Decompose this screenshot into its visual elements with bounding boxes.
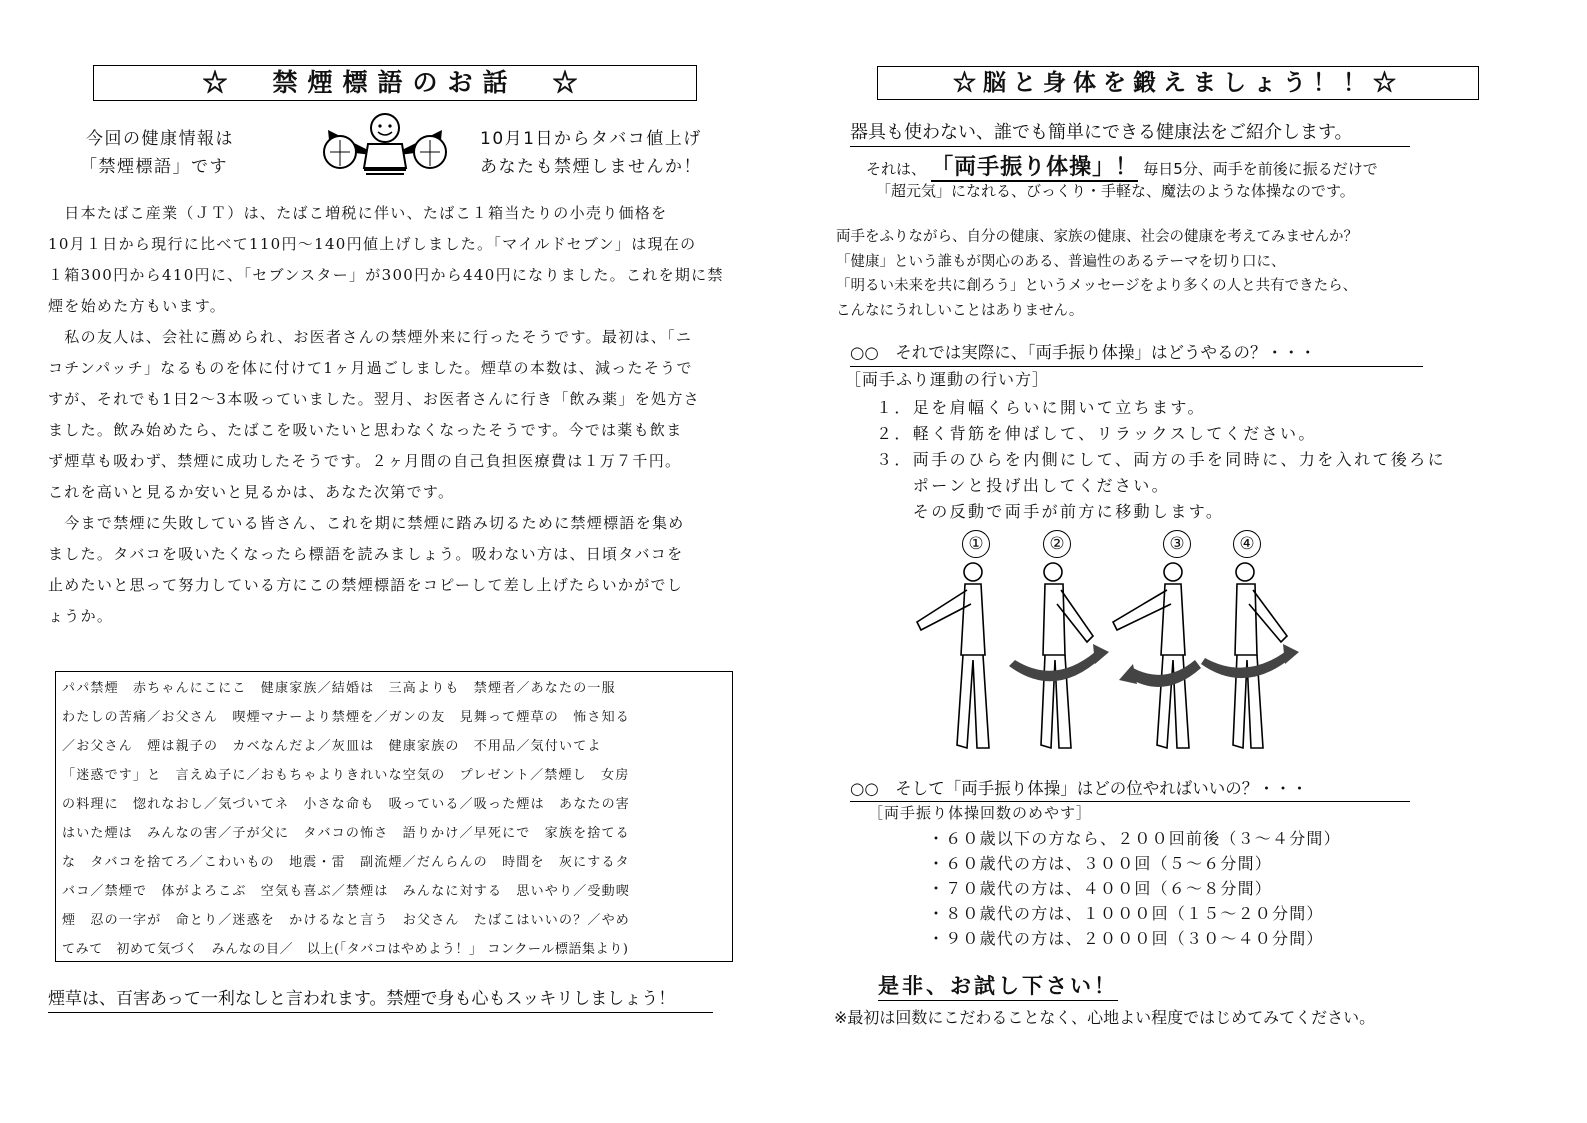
intro-left [80,125,234,181]
slogan-line: ／お父さん 煙は親子の カベなんだよ／灰皿は 健康家族の 不用品／気付いてよ [62,739,602,754]
text-line: ました。飲み始めたら、たばこを吸いたいと思わなくなったそうです。今では薬も飲ま [48,421,683,439]
intro-left-line: 「禁煙標語」です [80,157,228,177]
section-count: ○○ そして「両手振り体操」はどの位やればいいの？・・・ [850,776,1410,802]
count-item: ・９０歳代の方は、２０００回（３０～４０分間） [928,929,1324,948]
paragraph [48,322,748,508]
right-title: ☆脳と身体を鍛えましょう！！☆ [877,66,1479,100]
slogan-line: な タバコを捨てろ／こわいもの 地震・雷 副流煙／だんらんの 時間を 灰にするタ [62,855,630,870]
section-how: ○○ それでは実際に、「両手振り体操」はどうやるの？・・・ [850,340,1423,367]
intro-right [480,125,702,181]
slogan-line: パパ禁煙 赤ちゃんにこにこ 健康家族／結婚は 三高よりも 禁煙者／あなたの一服 [62,681,616,696]
figure-number-3: ③ [1163,530,1191,558]
text-line: ょうか。 [48,607,114,625]
section-count-sub: ［両手振り体操回数のめやす］ [868,804,1093,822]
paragraph [48,198,748,322]
exercise-illustration [905,560,1305,760]
feature-line [866,150,1378,181]
message [836,225,1358,323]
feature-prefix: それは、 [866,160,927,178]
text-line: 日本たばこ産業（ＪＴ）は、たばこ増税に伴い、たばこ１箱当たりの小売り価格を [48,204,668,222]
text-line: コチンパッチ」なるものを体に付けて1ヶ月過ごしました。煙草の本数は、減ったそうで [48,359,693,377]
call-to-action: 是非、お試し下さい！ [878,972,1118,1001]
text-line: ました。タバコを吸いたくなったら標語を読みましょう。吸わない方は、日頃タバコを [48,545,684,563]
slogan-box [55,671,733,962]
feature-name: 「両手振り体操」！ [931,155,1139,180]
step-item: その反動で両手が前方に移動します。 [876,502,1225,521]
figure-number-1: ① [962,530,990,558]
slogan-line: てみて 初めて気づく みんなの目／ 以上(「タバコはやめよう！」 コンクール標語集より) [62,942,629,957]
step-item: ３．両手のひらを内側にして、両方の手を同時に、力を入れて後ろに [876,450,1447,469]
slogan-line: バコ／禁煙で 体がよろこぶ 空気も喜ぶ／禁煙は みんなに対する 思いやり／受動喫 [62,884,631,899]
intro-right-line: 10月1日からタバコ値上げ [480,129,702,149]
slogan-line: はいた煙は みんなの害／子が父に タバコの怖さ 語りかけ／早死にで 家族を捨てる [62,826,630,841]
intro-right-line: あなたも禁煙しませんか！ [480,157,702,177]
left-title: ☆ 禁煙標語のお話 ☆ [93,65,697,101]
mascot-illustration [320,110,450,178]
section-how-sub: ［両手ふり運動の行い方］ [845,370,1050,389]
text-line: 10月１日から現行に比べて110円～140円値上げしました。「マイルドセブン」は現在の [48,235,697,253]
text-line: 今まで禁煙に失敗している皆さん、これを期に禁煙に踏み切るために禁煙標語を集め [48,514,685,532]
text-line: ず煙草も吸わず、禁煙に成功したそうです。２ヶ月間の自己負担医療費は１万７千円。 [48,452,682,470]
feature-suffix: 毎日5分、両手を前後に振るだけで [1143,160,1378,178]
headline: 器具も使わない、誰でも簡単にできる健康法をご紹介します。 [850,120,1410,147]
slogan-line: 煙 忍の一字が 命とり／迷惑を かけるなと言う お父さん たばこはいいの？／やめ [62,913,631,928]
message-line: こんなにうれしいことはありません。 [836,302,1084,319]
step-item: ポーンと投げ出してください。 [876,476,1171,495]
message-line: 「明るい未来を共に創ろう」というメッセージをより多くの人と共有できたら、 [836,278,1358,294]
figure-number-4: ④ [1233,530,1261,558]
text-line: １箱300円から410円に、「セブンスター」が300円から440円になりました。これを期に禁 [48,266,724,284]
count-item: ・８０歳代の方は、１０００回（１５～２０分間） [928,904,1324,923]
text-line: 止めたいと思って努力している方にこの禁煙標語をコピーして差し上げたらいかがでし [48,576,684,594]
article-body [48,198,748,632]
note: ※最初は回数にこだわることなく、心地よい程度ではじめてみてください。 [834,1008,1376,1027]
closing-line: 煙草は、百害あって一利なしと言われます。禁煙で身も心もスッキリしましょう！ [48,986,713,1013]
slogan-line: わたしの苦痛／お父さん 喫煙マナーより禁煙を／ガンの友 見舞って煙草の 怖さ知る [62,710,631,725]
feature-line-2: 「超元気」になれる、びっくり・手軽な、魔法のような体操なのです。 [876,182,1355,200]
figure-number-2: ② [1043,530,1071,558]
slogan-line: 「迷惑です」と 言えぬ子に／おもちゃよりきれいな空気の プレゼント／禁煙し 女房 [62,768,630,783]
step-item: ２．軽く背筋を伸ばして、リラックスしてください。 [876,424,1317,443]
message-line: 「健康」という誰もが関心のある、普遍性のあるテーマを切り口に、 [836,253,1286,270]
count-list [928,826,1341,951]
message-line: 両手をふりながら、自分の健康、家族の健康、社会の健康を考えてみませんか？ [836,229,1358,245]
step-item: １．足を肩幅くらいに開いて立ちます。 [876,398,1206,417]
text-line: これを高いと見るか安いと見るかは、あなた次第です。 [48,483,455,501]
count-item: ・６０歳以下の方なら、２００回前後（３～４分間） [928,829,1341,848]
intro-left-line: 今回の健康情報は [86,129,234,149]
steps-list [876,395,1446,525]
paragraph [48,508,748,632]
text-line: 私の友人は、会社に薦められ、お医者さんの禁煙外来に行ったそうです。最初は、「ニ [48,328,693,346]
text-line: すが、それでも1日2～3本吸っていました。翌月、お医者さんに行き「飲み薬」を処方さ [48,390,700,408]
slogan-line: の料理に 惚れなおし／気づいてネ 小さな命も 吸っている／吸った煙は あなたの害 [62,797,631,812]
count-item: ・６０歳代の方は、３００回（５～６分間） [928,854,1273,873]
text-line: 煙を始めた方もいます。 [48,297,227,315]
count-item: ・７０歳代の方は、４００回（６～８分間） [928,879,1273,898]
